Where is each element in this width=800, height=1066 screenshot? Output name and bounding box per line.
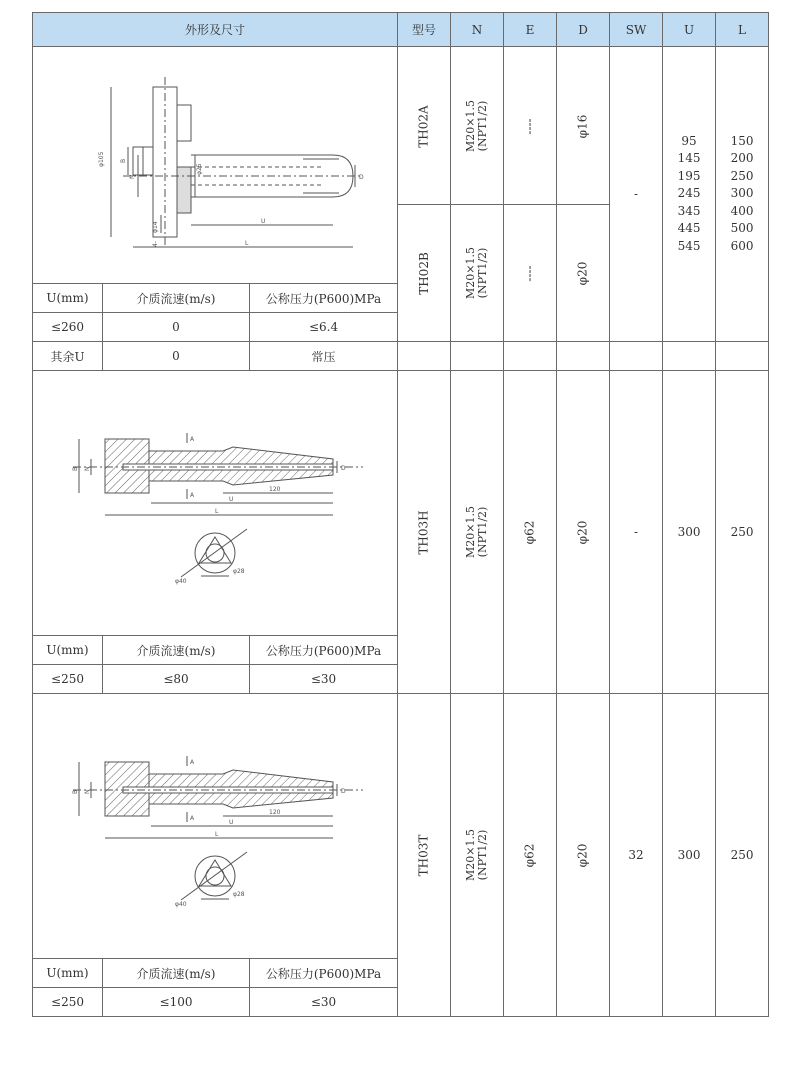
l-value: 500 [730,221,754,236]
cond-u: ≤260 [33,313,103,342]
u-value: 545 [677,238,701,253]
cond-pressure: ≤6.4 [250,313,398,342]
th02-label-u: U [261,218,266,225]
u-value: 145 [677,151,701,166]
th02-label-phi25: φ25 [196,163,203,175]
th03t-e: φ62 [522,843,537,868]
cond-u: 其余U [33,342,103,371]
th02a-e: ---- [522,117,537,135]
u-value: 445 [677,221,701,236]
sub-u-mm: U(mm) [33,284,103,313]
th02b-model-cell [398,205,451,342]
section1-row-a [33,47,769,205]
th03t-label-l: L [215,831,219,838]
th03h-e-cell [504,371,557,694]
th03h-model: TH03H [416,510,431,555]
cond-speed: ≤80 [103,665,250,694]
th03t-label-phi40: φ40 [175,901,187,908]
th03h-l: 250 [716,371,769,694]
th02-label-l: L [245,240,249,247]
th02-label-d: D [359,174,364,181]
th03h-d: φ20 [575,520,590,545]
th03t-drawing-cell [33,694,398,959]
th02a-n: M20×1.5 (NPT1/2) [464,99,490,152]
th03t-l: 250 [716,694,769,1017]
cond-speed: 0 [103,313,250,342]
cond-u: ≤250 [33,665,103,694]
th03t-e-cell [504,694,557,1017]
cond-speed: 0 [103,342,250,371]
section1-l-list [716,47,769,342]
th03t-label-u: U [229,819,234,826]
section2-row [33,371,769,636]
th03h-label-phi40: φ40 [175,578,187,585]
l-value: 200 [730,151,754,166]
sub-speed: 介质流速(m/s) [103,284,250,313]
th02-label-phi14: φ14 [152,221,159,233]
th03t-label-b: B [72,789,79,794]
th03h-drawing-cell [33,371,398,636]
section1-cond-row-2 [33,342,769,371]
th02b-d: φ20 [575,261,590,286]
th03h-sw: - [610,371,663,694]
th03t-n-cell [451,694,504,1017]
th03h-label-a1: A [190,436,195,443]
th03h-d-cell [557,371,610,694]
header-n: N [451,13,504,47]
section1-u-list [663,47,716,342]
th02a-n-cell [451,47,504,205]
th03h-n: M20×1.5 (NPT1/2) [464,506,490,558]
header-l: L [716,13,769,47]
th03h-n-cell [451,371,504,694]
th02b-model: TH02B [416,252,431,295]
th02a-e-cell [504,47,557,205]
l-value: 600 [730,238,754,253]
cond-pressure: ≤30 [250,988,398,1017]
th03h-drawing [33,371,399,635]
th03h-label-b: B [72,466,79,471]
th03t-label-a2: A [190,815,195,822]
th02a-d-cell [557,47,610,205]
th03h-u: 300 [663,371,716,694]
th03t-label-a1: A [190,759,195,766]
th02a-model: TH02A [416,104,431,148]
th02b-e-cell [504,205,557,342]
th03h-label-a2: A [190,492,195,499]
th02b-n: M20×1.5 (NPT1/2) [464,247,490,299]
header-shape: 外形及尺寸 [33,13,398,47]
th02-label-4: 4- [152,241,159,247]
th03h-label-d: D [341,465,346,472]
sub-u-mm: U(mm) [33,959,103,988]
th02b-d-cell [557,205,610,342]
th03t-u: 300 [663,694,716,1017]
u-value: 245 [677,186,701,201]
header-row [33,13,769,47]
u-value: 345 [677,203,701,218]
l-value: 300 [730,186,754,201]
th02b-e: ---- [522,265,537,282]
sub-pressure: 公称压力(P600)MPa [250,284,398,313]
u-value: 95 [681,134,697,149]
th03h-e: φ62 [522,520,537,545]
th03h-label-l: L [215,508,219,515]
th03h-label-n: N [84,466,91,471]
th03h-label-phi28: φ28 [233,568,245,575]
th02a-d: φ16 [575,114,590,138]
header-model: 型号 [398,13,451,47]
th02-label-b: B [120,158,127,163]
th03t-n: M20×1.5 (NPT1/2) [464,829,490,881]
th02a-model-cell [398,47,451,205]
th02-drawing-cell [33,47,398,284]
header-sw: SW [610,13,663,47]
th03t-d: φ20 [575,843,590,868]
th03t-d-cell [557,694,610,1017]
spec-table [32,12,769,1017]
sub-pressure: 公称压力(P600)MPa [250,959,398,988]
header-u: U [663,13,716,47]
l-value: 250 [730,168,754,183]
th03t-model-cell [398,694,451,1017]
sub-speed: 介质流速(m/s) [103,959,250,988]
sub-speed: 介质流速(m/s) [103,636,250,665]
th03t-label-n: N [84,789,91,794]
cond-speed: ≤100 [103,988,250,1017]
cond-u: ≤250 [33,988,103,1017]
th03h-model-cell [398,371,451,694]
l-value: 400 [730,203,754,218]
section3-row [33,694,769,959]
u-value: 195 [677,168,701,183]
th03t-label-phi28: φ28 [233,891,245,898]
sub-pressure: 公称压力(P600)MPa [250,636,398,665]
cond-pressure: ≤30 [250,665,398,694]
th03t-drawing [33,694,399,958]
th03h-label-120: 120 [269,486,281,493]
th03t-label-d: D [341,788,346,795]
section1-sw: - [610,47,663,342]
header-e: E [504,13,557,47]
th03h-label-u: U [229,496,234,503]
header-d: D [557,13,610,47]
cond-pressure: 常压 [250,342,398,371]
th02-label-phi105: φ105 [98,151,105,167]
l-value: 150 [730,134,754,149]
th03t-label-120: 120 [269,809,281,816]
th03t-model: TH03T [416,834,431,877]
th02-drawing [33,47,399,283]
sub-u-mm: U(mm) [33,636,103,665]
th02-label-n: N [129,174,136,179]
th03t-sw: 32 [610,694,663,1017]
th02b-n-cell [451,205,504,342]
